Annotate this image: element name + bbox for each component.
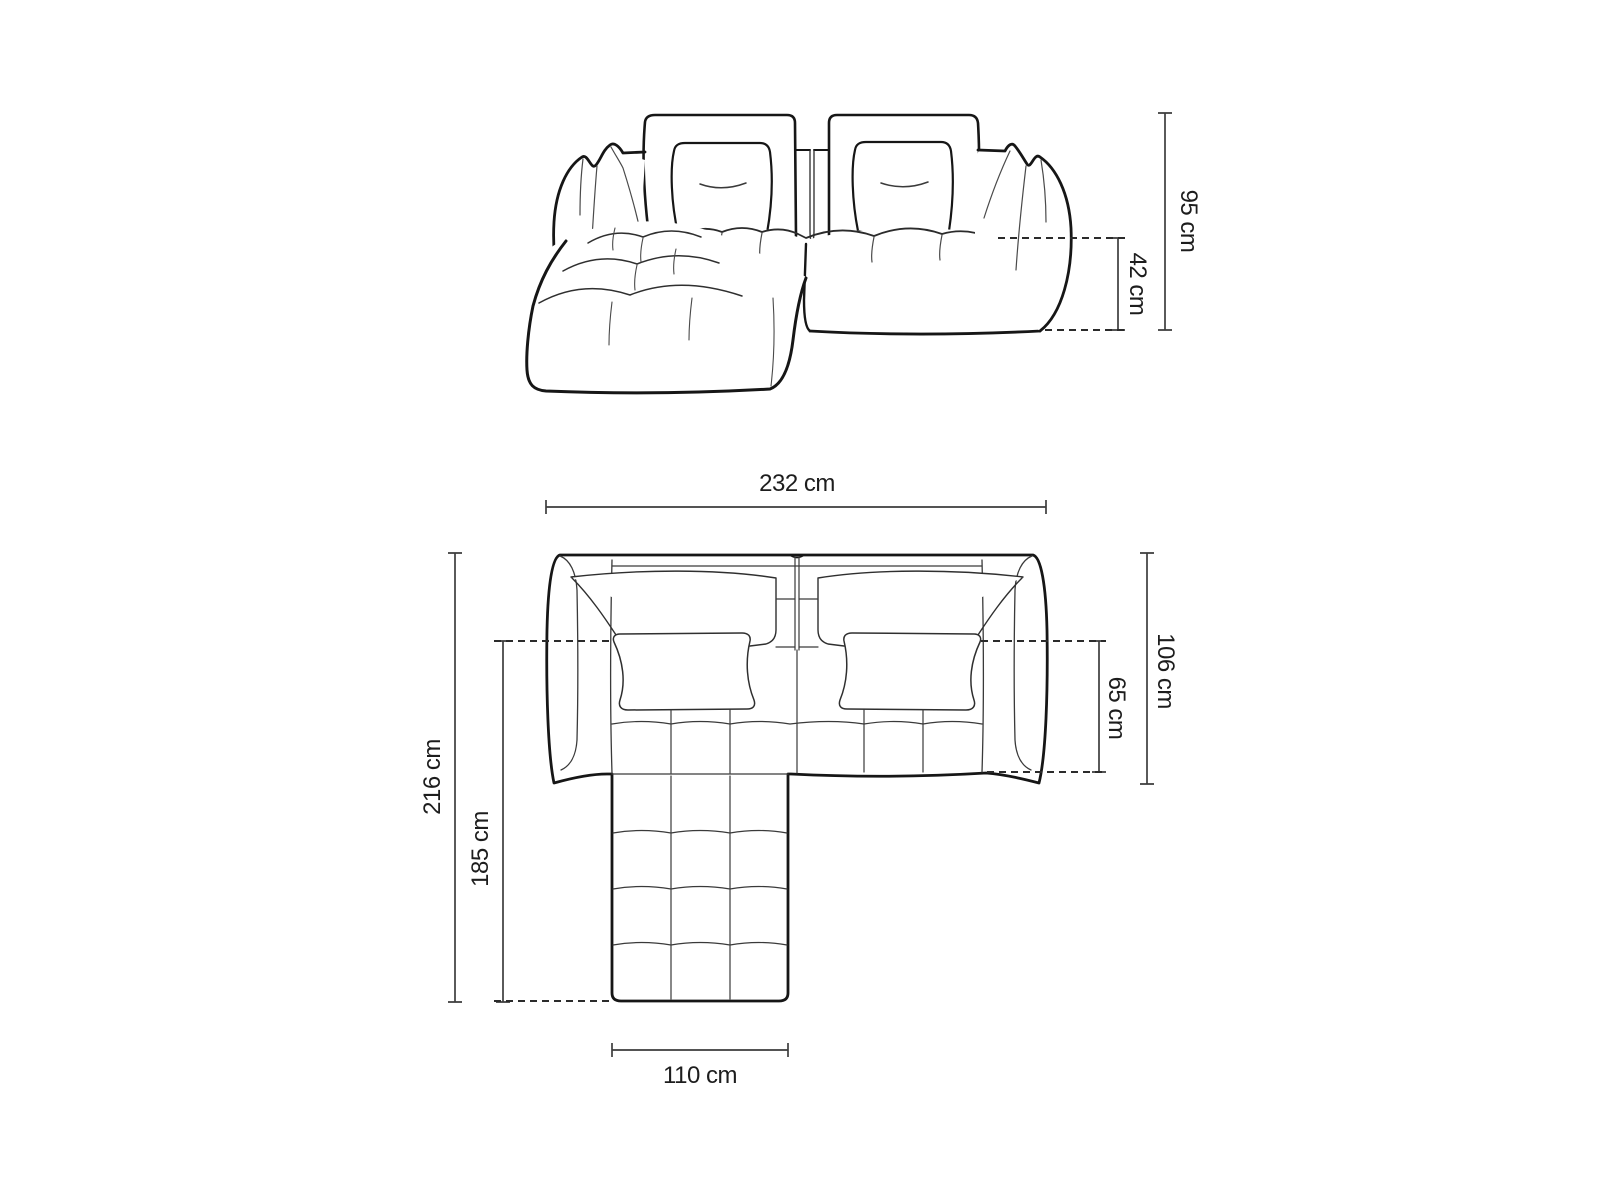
dimension-line-total-height bbox=[1158, 113, 1172, 330]
dimension-line-total-depth bbox=[448, 553, 462, 1002]
label-total-width: 232 cm bbox=[759, 470, 835, 497]
dimension-line-total-width bbox=[546, 500, 1046, 514]
dimension-line-chaise-width bbox=[612, 1043, 788, 1057]
dimension-line-chaise-depth bbox=[496, 641, 510, 1002]
label-body-depth: 106 cm bbox=[1152, 633, 1179, 709]
plan-body-outline bbox=[547, 555, 1047, 1001]
label-chaise-width: 110 cm bbox=[663, 1062, 737, 1089]
label-seat-height: 42 cm bbox=[1124, 252, 1151, 316]
label-total-depth: 216 cm bbox=[419, 739, 446, 815]
label-total-height: 95 cm bbox=[1175, 189, 1202, 253]
front-view-drawing bbox=[527, 115, 1071, 393]
top-view-drawing bbox=[547, 555, 1047, 1001]
dimension-line-seat-height bbox=[1111, 238, 1125, 330]
label-chaise-depth: 185 cm bbox=[467, 811, 494, 887]
label-seat-depth: 65 cm bbox=[1103, 676, 1130, 740]
front-pillows bbox=[672, 142, 953, 236]
